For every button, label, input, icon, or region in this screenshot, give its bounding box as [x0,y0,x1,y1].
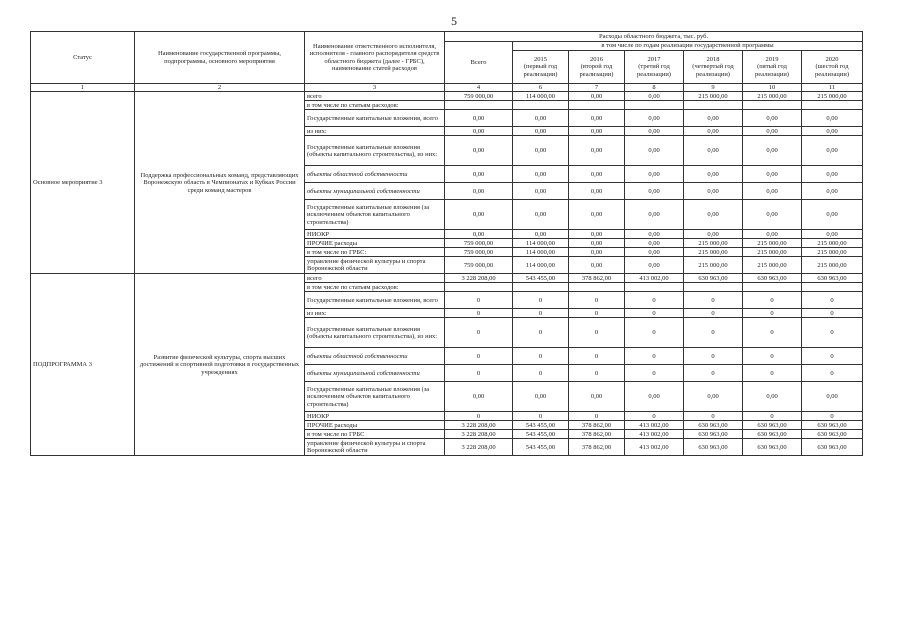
value-cell: 0 [513,412,569,421]
value-cell: 0,00 [802,200,863,230]
value-cell: 0,00 [802,230,863,239]
value-cell: 114 000,00 [513,257,569,274]
value-cell: 0,00 [569,183,625,200]
row-label: всего [305,274,445,283]
value-cell: 0 [569,365,625,382]
value-cell: 759 000,00 [445,239,513,248]
row-label: всего [305,92,445,101]
value-cell: 378 862,00 [569,421,625,430]
value-cell: 0,00 [684,200,743,230]
value-cell: 0 [743,348,802,365]
value-cell: 0,00 [569,136,625,166]
value-cell: 0,00 [445,136,513,166]
page-number: 5 [451,14,457,28]
value-cell: 3 228 208,00 [445,274,513,283]
column-index: 3 [305,84,445,92]
value-cell: 543 455,00 [513,421,569,430]
header-year-number: 2020 [825,55,839,63]
value-cell: 114 000,00 [513,239,569,248]
value-cell: 378 862,00 [569,274,625,283]
header-year [569,51,625,84]
header-status: Статус [31,32,135,84]
value-cell: 0,00 [684,136,743,166]
value-cell: 0,00 [569,382,625,412]
value-cell: 0 [684,318,743,348]
value-cell [625,101,684,110]
value-cell: 0,00 [445,166,513,183]
value-cell: 0 [684,365,743,382]
header-year [802,51,863,84]
value-cell: 0,00 [569,92,625,101]
value-cell: 0,00 [569,248,625,257]
value-cell: 0 [445,412,513,421]
value-cell: 0 [684,412,743,421]
value-cell: 0,00 [802,166,863,183]
column-index: 4 [445,84,513,92]
value-cell: 0 [802,309,863,318]
value-cell: 630 963,00 [743,439,802,456]
value-cell: 630 963,00 [684,439,743,456]
value-cell [802,101,863,110]
value-cell: 0,00 [743,382,802,412]
value-cell: 630 963,00 [802,421,863,430]
value-cell: 215 000,00 [743,257,802,274]
value-cell: 0 [569,292,625,309]
value-cell: 215 000,00 [802,248,863,257]
value-cell: 0 [445,348,513,365]
header-year [743,51,802,84]
value-cell: 0 [445,292,513,309]
value-cell: 0,00 [513,127,569,136]
value-cell: 0 [684,309,743,318]
column-index: 2 [135,84,305,92]
value-cell: 759 000,00 [445,257,513,274]
value-cell: 0,00 [569,239,625,248]
value-cell: 0 [743,309,802,318]
row-label: из них: [305,127,445,136]
value-cell: 0,00 [513,230,569,239]
column-index: 7 [569,84,625,92]
row-label: Государственные капитальные вложения (объекты капитального строительства), из них: [305,318,445,348]
value-cell: 0 [445,309,513,318]
value-cell [513,101,569,110]
value-cell: 0,00 [625,230,684,239]
header-year-note: (пятый год реализации) [755,63,789,78]
row-label: НИОКР [305,230,445,239]
value-cell: 0 [513,292,569,309]
value-cell: 0,00 [625,127,684,136]
header-year [513,51,569,84]
value-cell: 630 963,00 [802,439,863,456]
value-cell: 215 000,00 [684,257,743,274]
value-cell: 0,00 [445,110,513,127]
header-year-note: (шестой год реализации) [815,63,849,78]
row-label: в том числе по статьям расходов: [305,283,445,292]
value-cell: 630 963,00 [743,274,802,283]
value-cell: 0,00 [569,230,625,239]
value-cell: 3 228 208,00 [445,430,513,439]
value-cell: 0 [569,309,625,318]
row-label: объекты муниципальной собственности [305,183,445,200]
row-label: в том числе по ГРБС: [305,248,445,257]
value-cell: 630 963,00 [743,421,802,430]
value-cell: 0 [513,318,569,348]
budget-table [30,31,863,456]
value-cell: 630 963,00 [684,430,743,439]
header-by-year: в том числе по годам реализации государственной программы [513,42,863,51]
value-cell: 543 455,00 [513,439,569,456]
value-cell: 0,00 [743,166,802,183]
header-program-name: Наименование государственной программы, подпрограммы, основного мероприятия [135,32,305,84]
value-cell: 0,00 [513,136,569,166]
value-cell: 0,00 [625,239,684,248]
value-cell: 215 000,00 [743,239,802,248]
value-cell: 0 [569,348,625,365]
table-row [31,274,863,283]
value-cell: 413 002,00 [625,430,684,439]
column-index: 11 [802,84,863,92]
value-cell [513,283,569,292]
value-cell: 0,00 [802,183,863,200]
row-label: объекты областной собственности [305,166,445,183]
header-expenses: Расходы областного бюджета, тыс. руб. [445,32,863,42]
value-cell: 0,00 [743,110,802,127]
value-cell: 0 [625,318,684,348]
value-cell [802,283,863,292]
row-label: Государственные капитальные вложения, всего [305,110,445,127]
value-cell: 0,00 [743,127,802,136]
value-cell: 0,00 [802,136,863,166]
value-cell: 0,00 [625,248,684,257]
value-cell: 0,00 [625,136,684,166]
value-cell: 0,00 [513,200,569,230]
row-label: объекты областной собственности [305,348,445,365]
value-cell: 413 002,00 [625,274,684,283]
value-cell: 0,00 [445,127,513,136]
value-cell: 0,00 [569,127,625,136]
value-cell: 0,00 [625,92,684,101]
value-cell: 3 228 208,00 [445,421,513,430]
value-cell: 0,00 [445,230,513,239]
row-label: управление физической культуры и спорта Воронежской области [305,439,445,456]
row-label: Государственные капитальные вложения (за исключением объектов капитального строительства) [305,200,445,230]
value-cell: 0,00 [513,110,569,127]
value-cell: 215 000,00 [802,239,863,248]
value-cell: 215 000,00 [684,239,743,248]
value-cell: 0 [513,309,569,318]
section-status: ПОДПРОГРАММА 3 [31,274,135,456]
row-label: в том числе по статьям расходов: [305,101,445,110]
header-year-number: 2017 [647,55,661,63]
header-year-note: (первый год реализации) [523,63,558,78]
value-cell: 0,00 [684,183,743,200]
value-cell: 0 [445,365,513,382]
value-cell [743,283,802,292]
section-name: Развитие физической культуры, спорта высших достижений и спортивной подготовки в государственных учреждениях [135,274,305,456]
value-cell: 413 002,00 [625,439,684,456]
section-status: Основное мероприятие 3 [31,92,135,274]
row-label: Государственные капитальные вложения, всего [305,292,445,309]
value-cell: 0 [743,365,802,382]
value-cell: 378 862,00 [569,439,625,456]
value-cell: 0 [625,292,684,309]
value-cell: 0,00 [625,200,684,230]
row-label: НИОКР [305,412,445,421]
value-cell [445,283,513,292]
value-cell: 0 [625,309,684,318]
value-cell: 0,00 [569,257,625,274]
value-cell [684,101,743,110]
value-cell: 0 [513,365,569,382]
value-cell: 3 228 208,00 [445,439,513,456]
header-year-note: (третий год реализации) [637,63,671,78]
value-cell: 630 963,00 [684,421,743,430]
value-cell: 0 [802,292,863,309]
row-label: в том числе по ГРБС [305,430,445,439]
value-cell: 0,00 [513,183,569,200]
value-cell: 0 [684,348,743,365]
value-cell: 215 000,00 [802,257,863,274]
value-cell: 0 [625,365,684,382]
value-cell: 0,00 [625,183,684,200]
value-cell: 0,00 [513,166,569,183]
header-year-number: 2015 [534,55,547,63]
row-label: из них: [305,309,445,318]
header-year [625,51,684,84]
value-cell: 0,00 [569,200,625,230]
value-cell: 0 [802,412,863,421]
value-cell: 0,00 [802,382,863,412]
value-cell [625,283,684,292]
row-label: ПРОЧИЕ расходы [305,421,445,430]
value-cell: 630 963,00 [802,430,863,439]
value-cell: 0,00 [513,382,569,412]
value-cell: 543 455,00 [513,274,569,283]
header-total: Всего [445,42,513,84]
value-cell: 0,00 [802,110,863,127]
column-index: 10 [743,84,802,92]
value-cell: 413 002,00 [625,421,684,430]
value-cell: 0,00 [743,183,802,200]
header-year [684,51,743,84]
column-index: 8 [625,84,684,92]
row-label: Государственные капитальные вложения (за исключением объектов капитального строительства) [305,382,445,412]
value-cell: 0,00 [743,136,802,166]
value-cell: 0 [802,365,863,382]
value-cell: 543 455,00 [513,430,569,439]
value-cell: 0,00 [625,257,684,274]
value-cell: 0,00 [684,110,743,127]
value-cell: 0 [743,412,802,421]
value-cell: 0,00 [802,127,863,136]
value-cell: 0 [684,292,743,309]
row-label: объекты муниципальной собственности [305,365,445,382]
row-label: управление физической культуры и спорта Воронежской области [305,257,445,274]
value-cell: 0,00 [445,382,513,412]
value-cell: 114 000,00 [513,248,569,257]
value-cell: 378 862,00 [569,430,625,439]
column-index: 1 [31,84,135,92]
header-year-number: 2019 [765,55,779,63]
row-label: Государственные капитальные вложения (объекты капитального строительства), из них: [305,136,445,166]
value-cell: 0 [625,348,684,365]
value-cell [743,101,802,110]
header-year-number: 2016 [590,55,603,63]
section-name: Поддержка профессиональных команд, представляющих Воронежскую область в Чемпионатах и Кубках России среди команд мастеров [135,92,305,274]
value-cell: 215 000,00 [743,92,802,101]
value-cell [569,283,625,292]
value-cell: 759 000,00 [445,92,513,101]
header-year-note: (четвертый год реализации) [692,63,734,78]
value-cell: 0 [743,292,802,309]
value-cell: 0,00 [625,110,684,127]
value-cell: 0,00 [445,183,513,200]
value-cell: 630 963,00 [684,274,743,283]
value-cell [569,101,625,110]
header-year-note: (второй год реализации) [579,63,614,78]
value-cell: 0,00 [743,200,802,230]
header-responsible: Наименование ответственного исполнителя, исполнителя - главного распорядителя средств областного бюджета (далее - ГРБС), наименование статей расходов [305,32,445,84]
table-row [31,92,863,101]
value-cell: 215 000,00 [743,248,802,257]
value-cell [445,101,513,110]
value-cell: 0 [802,348,863,365]
value-cell: 215 000,00 [684,92,743,101]
column-index: 9 [684,84,743,92]
header-year-number: 2018 [706,55,720,63]
value-cell: 630 963,00 [743,430,802,439]
column-index: 6 [513,84,569,92]
value-cell: 759 000,00 [445,248,513,257]
value-cell: 0,00 [625,166,684,183]
value-cell: 0,00 [625,382,684,412]
value-cell: 0,00 [569,166,625,183]
value-cell: 114 000,00 [513,92,569,101]
value-cell: 0,00 [684,127,743,136]
value-cell [684,283,743,292]
value-cell: 0,00 [569,110,625,127]
value-cell: 0,00 [684,230,743,239]
value-cell: 0,00 [445,200,513,230]
value-cell: 0 [445,318,513,348]
value-cell: 0 [625,412,684,421]
row-label: ПРОЧИЕ расходы [305,239,445,248]
value-cell: 215 000,00 [684,248,743,257]
value-cell: 0,00 [743,230,802,239]
value-cell: 215 000,00 [802,92,863,101]
value-cell: 0,00 [684,382,743,412]
value-cell: 0 [569,412,625,421]
value-cell: 0 [513,348,569,365]
value-cell: 0 [743,318,802,348]
value-cell: 0 [802,318,863,348]
value-cell: 630 963,00 [802,274,863,283]
value-cell: 0 [569,318,625,348]
value-cell: 0,00 [684,166,743,183]
